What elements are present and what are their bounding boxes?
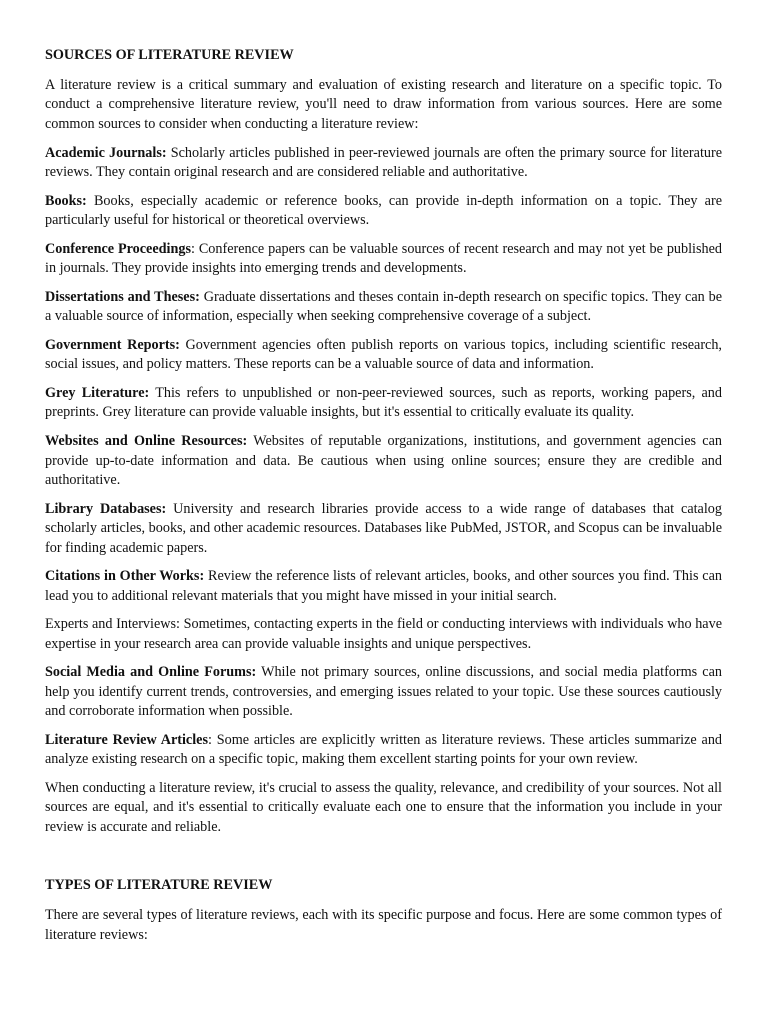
source-paragraph [45, 240, 722, 279]
source-term: Dissertations and Theses: [45, 288, 200, 305]
source-term: Citations in Other Works: [45, 568, 205, 585]
source-paragraph [45, 615, 722, 654]
source-description: Government agencies often publish reports on various topics, including scientific research, social issues, and policy matters. These reports can be a valuable source of data and information. [45, 336, 722, 373]
source-paragraph [45, 500, 722, 558]
source-description: Graduate dissertations and theses contain in-depth research on specific topics. They can be a valuable source of information, especially when seeking comprehensive coverage of a subject. [45, 288, 722, 325]
source-paragraph [45, 288, 722, 327]
source-term: Literature Review Articles [45, 731, 208, 748]
source-term: Conference Proceedings [45, 240, 191, 257]
source-paragraph [45, 384, 722, 423]
source-description: Review the reference lists of relevant articles, books, and other sources you find. This can lead you to additional relevant materials that you might have missed in your initial search. [45, 568, 722, 604]
source-description: Websites of reputable organizations, institutions, and government agencies can provide up-to-date information and data. Be cautious when using online sources; ensure they are credible and authoritative. [45, 433, 722, 488]
source-term: Academic Journals: [45, 144, 167, 161]
source-term: Books: [45, 192, 87, 209]
source-term: Library Databases: [45, 500, 167, 517]
source-description: Experts and Interviews: Sometimes, contacting experts in the field or conducting interviews with individuals who have expertise in your research area can provide valuable insights and unique perspectives. [45, 616, 722, 652]
source-description: Scholarly articles published in peer-reviewed journals are often the primary source for literature reviews. They contain original research and are considered reliable and authoritative. [45, 144, 722, 180]
section-heading-sources: SOURCES OF LITERATURE REVIEW [45, 47, 294, 63]
source-term: Grey Literature: [45, 385, 150, 402]
source-description: This refers to unpublished or non-peer-reviewed sources, such as reports, working papers, and preprints. Grey literature can provide valuable insights, but it's essential to critically evaluate its quality. [45, 385, 722, 421]
source-description: : Conference papers can be valuable sources of recent research and may not yet be published in journals. They provide insights into emerging trends and developments. [45, 240, 722, 277]
source-term: Government Reports: [45, 336, 180, 353]
source-paragraph [45, 432, 722, 490]
source-paragraph [45, 731, 722, 770]
source-paragraph [45, 663, 722, 721]
types-intro-paragraph: There are several types of literature reviews, each with its specific purpose and focus. Here are some common types of literature reviews: [45, 907, 722, 943]
source-paragraph [45, 567, 722, 606]
intro-paragraph: A literature review is a critical summary and evaluation of existing research and literature on a specific topic. To conduct a comprehensive literature review, you'll need to draw information from various sources. Here are some common sources to consider when conducting a literature review: [45, 77, 722, 132]
source-paragraph [45, 336, 722, 375]
conclusion-paragraph: When conducting a literature review, it's crucial to assess the quality, relevance, and credibility of your sources. Not all sources are equal, and it's essential to critically evaluate each one to ensure that the information you include in your review is accurate and reliable. [45, 780, 722, 835]
source-term: Social Media and Online Forums: [45, 664, 257, 681]
source-term: Websites and Online Resources: [45, 433, 248, 450]
source-paragraph [45, 144, 722, 183]
section-heading-types: TYPES OF LITERATURE REVIEW [45, 877, 273, 894]
source-description: : Some articles are explicitly written as literature reviews. These articles summarize and analyze existing research on a specific topic, making them excellent starting points for your own review. [45, 731, 723, 768]
source-description: Books, especially academic or reference books, can provide in-depth information on a topic. They are particularly useful for historical or theoretical overviews. [45, 192, 722, 229]
source-description: While not primary sources, online discussions, and social media platforms can help you identify current trends, controversies, and emerging issues related to your topic. Use these sources cautiously and corroborate information when possible. [45, 664, 722, 720]
sources-list [45, 144, 722, 770]
source-description: University and research libraries provide access to a wide range of databases that catalog scholarly articles, books, and other academic resources. Databases like PubMed, JSTOR, and Scopus can be invaluable for finding academic papers. [45, 500, 722, 556]
source-paragraph [45, 192, 722, 231]
